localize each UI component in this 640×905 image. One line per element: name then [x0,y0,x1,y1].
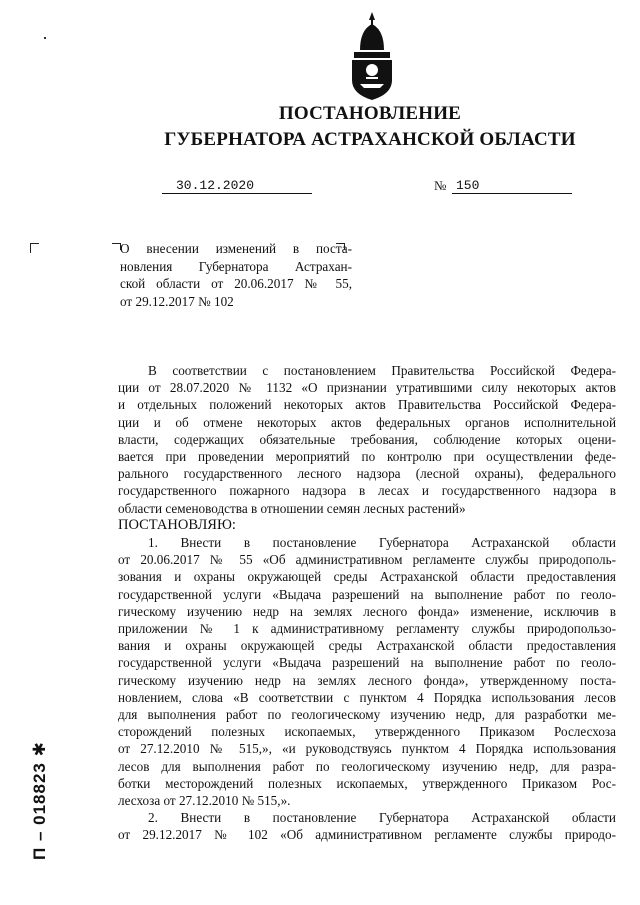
body-line: сторождений полезных ископаемых, утвержденного Приказом Рослесхоза [118,724,616,740]
corner-mark [30,243,39,253]
body-line: от 20.06.2017 № 55 «Об административном регламенте службы природополь- [118,552,616,568]
body-line: гическому изучению недр на землях лесного фонда» изменение, исключив в [118,603,616,619]
subject-line: О внесении изменений в поста- [120,241,352,256]
body-line: ции от 28.07.2020 № 1132 «О признании утратившими силу некоторых актов [118,380,616,396]
body-line: вания и охраны окружающей среды Астраханской области предоставления [118,638,616,654]
body-line: новлением, слова «В соответствии с пунктом 4 Порядка использования лесов [118,689,616,705]
body-line: зования и охраны окружающей среды Астраханской области предоставления [118,569,616,585]
body-line: области семеноводства в отношении семян лесных растений» [118,500,466,516]
body-line: для выполнения работ по геологическому изучению недр, для разработки ме- [118,707,616,723]
subject-line: новления Губернатора Астрахан- [120,258,352,274]
body-line: и отдельных положений некоторых актов Правительства Российской Федера- [118,397,616,413]
body-line: власти, содержащих обязательные требования, соблюдение которых оцени- [118,431,616,447]
document-subject [120,240,352,310]
form-serial-number: П – 018823 ✱ [30,741,49,860]
body-line: ции и об отмене некоторых актов федеральных органов исполнительной [118,414,616,430]
body-line: государственного пожарного надзора в лесах и государственного надзора в [118,483,616,499]
body-line: рального государственного лесного надзора (лесной охраны), федерального [118,466,616,482]
body-line: государственной услуги «Выдача разрешений на выполнение работ по геоло- [118,655,616,671]
scan-dot [44,37,46,39]
body-line: от 29.12.2017 № 102 «Об административном регламенте службы природо- [118,827,616,843]
document-body [118,362,616,844]
body-line: приложении № 1 к административному регламенту службы природопользо- [118,621,616,637]
body-line: ботки месторождений полезных ископаемых, утвержденного Приказом Рос- [118,775,616,791]
subject-line: от 29.12.2017 № 102 [120,293,234,309]
document-number: 150 [452,178,572,194]
coat-of-arms-emblem [346,10,398,102]
number-label: № [434,178,447,193]
document-date: 30.12.2020 [162,178,312,194]
body-line: государственной услуги «Выдача разрешений на выполнение работ по геоло- [118,586,616,602]
body-line: лесов для выполнения работ по геологическому изучению недр, для разра- [118,758,616,774]
body-line: В соответствии с постановлением Правительства Российской Федера- [148,363,616,378]
body-line: 2. Внести в постановление Губернатора Астраханской области [148,810,616,826]
issuer-title: ГУБЕРНАТОРА АСТРАХАНСКОЙ ОБЛАСТИ [164,129,576,150]
body-line: гическому изучению недр на землях лесного фонда», утвержденному поста- [118,672,616,688]
body-line: от 27.12.2010 № 515,», «и руководствуясь пунктом 4 Порядка использования [118,741,616,757]
subject-line: ской области от 20.06.2017 № 55, [120,276,352,291]
body-line: лесхоза от 27.12.2010 № 515,». [118,793,291,809]
document-title: ПОСТАНОВЛЕНИЕ [278,103,462,124]
body-line: вается при проведении мероприятий по контролю при осуществлении феде- [118,449,616,465]
resolution-word: ПОСТАНОВЛЯЮ: [118,516,236,533]
body-line: 1. Внести в постановление Губернатора Астраханской области [148,535,616,551]
